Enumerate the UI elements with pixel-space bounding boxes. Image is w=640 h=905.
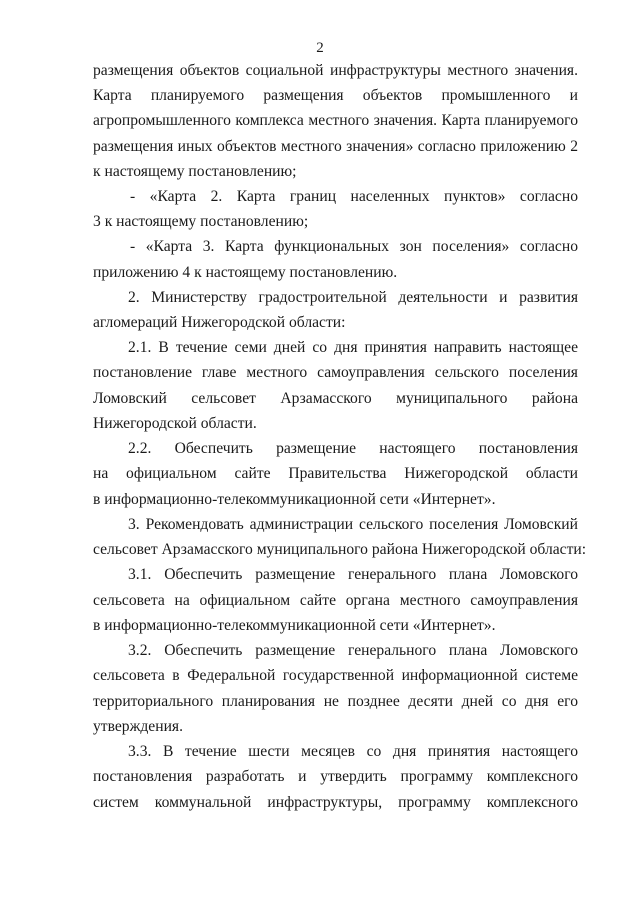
text-line: 3.3. В течение шести месяцев со дня принятия настоящего xyxy=(128,743,578,760)
text-line: в информационно-телекоммуникационной сети «Интернет». xyxy=(93,491,496,508)
text-line: сельсовета на официальном сайте органа местного самоуправления xyxy=(93,592,578,609)
text-line: постановления разработать и утвердить программу комплексного xyxy=(93,768,578,785)
text-line: территориального планирования не позднее десяти дней со дня его xyxy=(93,693,578,710)
text-line: размещения объектов социальной инфраструктуры местного значения. xyxy=(93,62,578,79)
text-line: Нижегородской области. xyxy=(93,415,257,432)
text-line: 3 к настоящему постановлению; xyxy=(93,213,309,230)
text-line: 3.2. Обеспечить размещение генерального плана Ломовского xyxy=(128,642,578,659)
text-line: сельсовета в Федеральной государственной информационной системе xyxy=(93,667,578,684)
text-line: приложению 4 к настоящему постановлению. xyxy=(93,264,398,281)
text-line: сельсовет Арзамасского муниципального района Нижегородской области: xyxy=(93,541,587,558)
text-line: на официальном сайте Правительства Нижегородской области xyxy=(93,465,578,482)
text-line: размещения иных объектов местного значения» согласно приложению 2 xyxy=(93,138,578,155)
text-line: постановление главе местного самоуправления сельского поселения xyxy=(93,364,578,381)
text-line: 2.1. В течение семи дней со дня принятия направить настоящее xyxy=(128,339,578,356)
text-line: Ломовский сельсовет Арзамасского муниципального района xyxy=(93,390,578,407)
text-line: утверждения. xyxy=(93,718,183,735)
text-line: 2. Министерству градостроительной деятельности и развития xyxy=(128,289,578,306)
text-line: в информационно-телекоммуникационной сети «Интернет». xyxy=(93,617,496,634)
text-line: Карта планируемого размещения объектов промышленного и xyxy=(93,87,578,104)
text-line: - «Карта 3. Карта функциональных зон поселения» согласно xyxy=(130,238,578,255)
text-line: агломераций Нижегородской области: xyxy=(93,314,346,331)
text-line: 3. Рекомендовать администрации сельского поселения Ломовский xyxy=(128,516,578,533)
text-line: - «Карта 2. Карта границ населенных пунктов» согласно xyxy=(130,188,578,205)
text-line: к настоящему постановлению; xyxy=(93,163,297,180)
text-line: систем коммунальной инфраструктуры, программу комплексного xyxy=(93,794,578,811)
text-line: агропромышленного комплекса местного значения. Карта планируемого xyxy=(93,112,578,129)
text-line: 2.2. Обеспечить размещение настоящего постановления xyxy=(128,440,578,457)
page-number: 2 xyxy=(316,40,324,56)
text-line: 3.1. Обеспечить размещение генерального плана Ломовского xyxy=(128,566,578,583)
